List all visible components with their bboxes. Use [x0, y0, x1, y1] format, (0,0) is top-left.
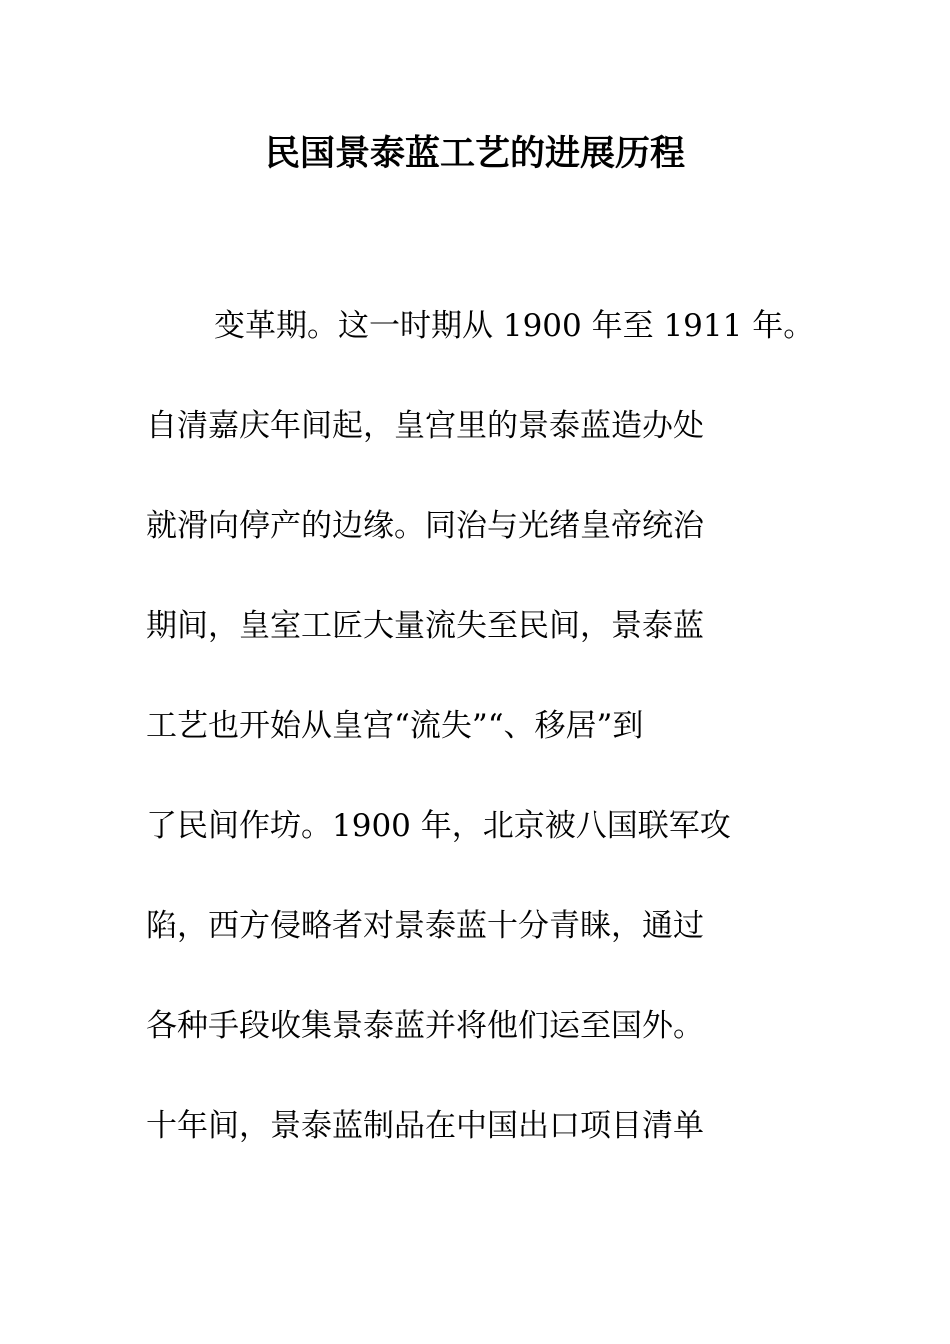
- text-line: 十年间，景泰蓝制品在中国出口项目清单: [146, 1108, 704, 1144]
- text-line: 陷，西方侵略者对景泰蓝十分青睐，通过: [146, 908, 704, 944]
- text-line: 自清嘉庆年间起，皇宫里的景泰蓝造办处: [146, 408, 704, 444]
- text-line: 了民间作坊。1900 年，北京被八国联军攻: [146, 808, 731, 844]
- text-line: 各种手段收集景泰蓝并将他们运至国外。: [146, 1008, 704, 1044]
- text-line: 工艺也开始从皇宫“流失”“、移居”到: [146, 708, 644, 744]
- document-body: [146, 300, 846, 1200]
- document-title: 民国景泰蓝工艺的进展历程: [264, 133, 685, 174]
- text-line: 变革期。这一时期从 1900 年至 1911 年。: [214, 308, 815, 344]
- text-line: 就滑向停产的边缘。同治与光绪皇帝统治: [146, 508, 704, 544]
- text-line: 期间，皇室工匠大量流失至民间，景泰蓝: [146, 608, 704, 644]
